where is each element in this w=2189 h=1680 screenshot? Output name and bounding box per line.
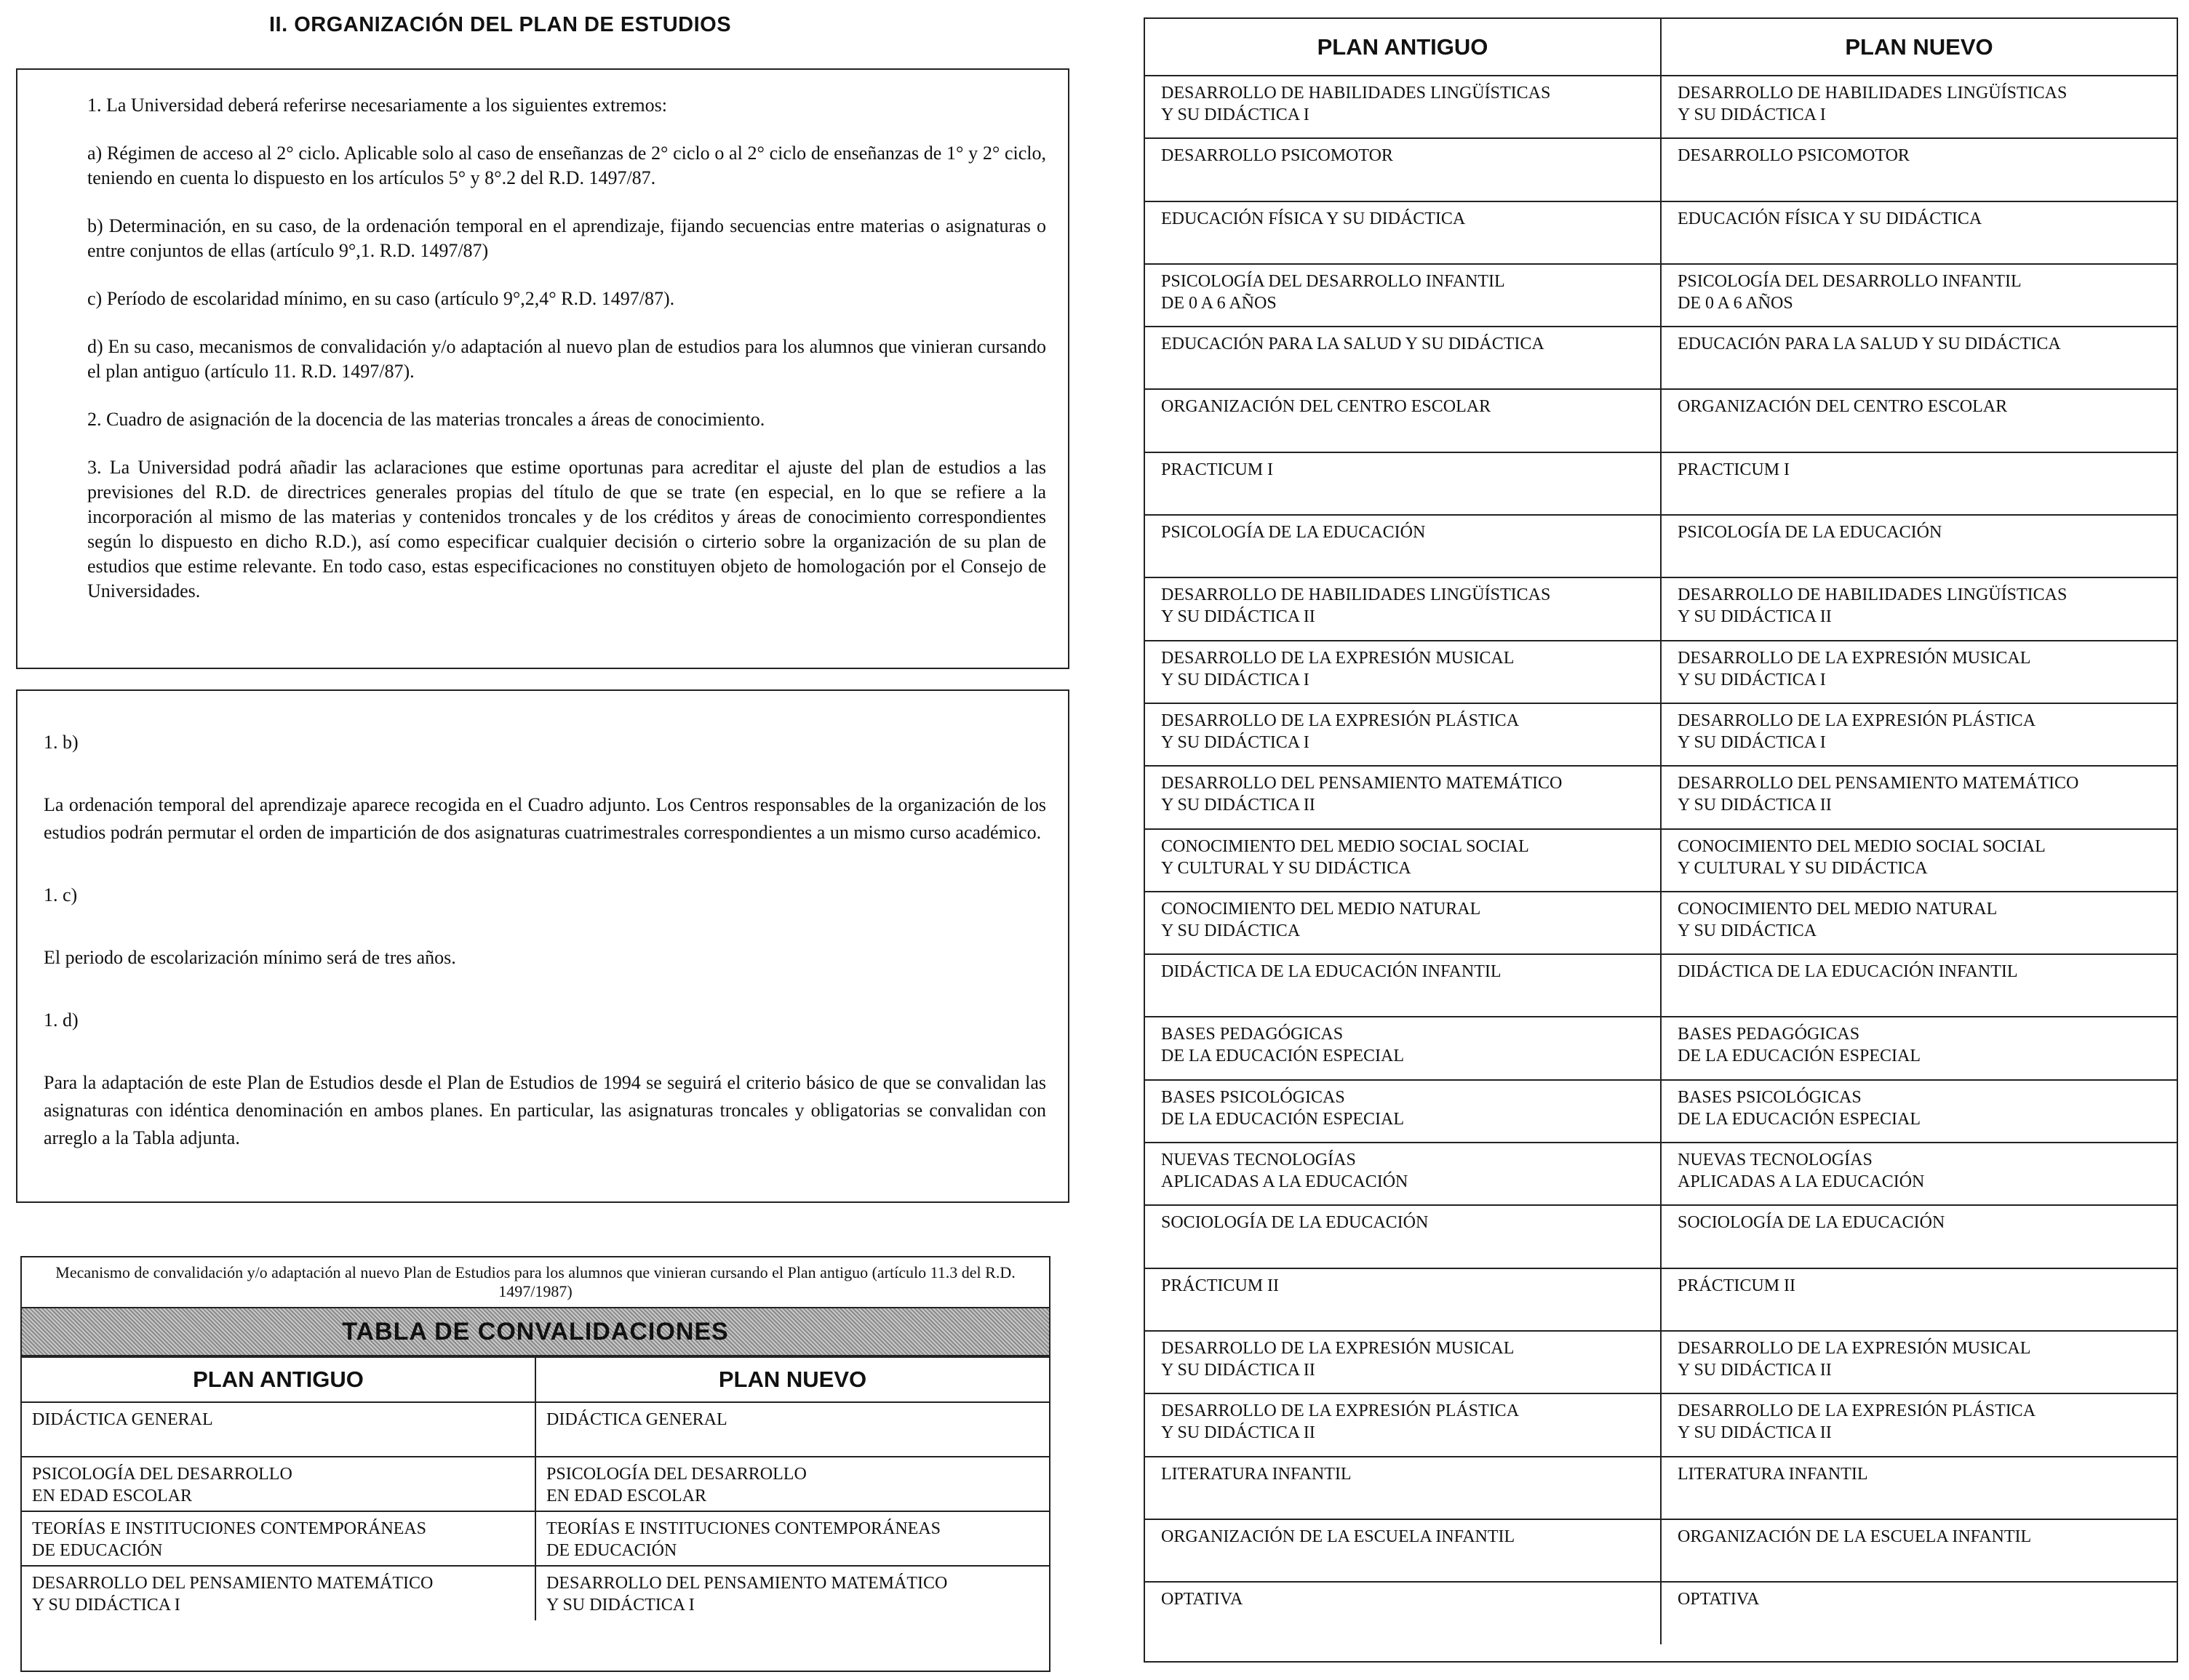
- table-row: [1145, 954, 2177, 1017]
- column-header-new: PLAN NUEVO: [535, 1357, 1049, 1402]
- plan-nuevo-cell: PRÁCTICUM II: [1661, 1268, 2177, 1331]
- plan-antiguo-cell: DESARROLLO DE LA EXPRESIÓN MUSICAL Y SU DIDÁCTICA II: [1145, 1331, 1661, 1393]
- response-heading-c: 1. c): [44, 884, 78, 905]
- plan-antiguo-cell: DESARROLLO DEL PENSAMIENTO MATEMÁTICO Y SU DIDÁCTICA I: [22, 1566, 535, 1620]
- response-heading-b: 1. b): [44, 732, 79, 753]
- plan-nuevo-cell: BASES PSICOLÓGICAS DE LA EDUCACIÓN ESPECIAL: [1661, 1080, 2177, 1143]
- plan-antiguo-cell: SOCIOLOGÍA DE LA EDUCACIÓN: [1145, 1205, 1661, 1268]
- table-row: [22, 1511, 1049, 1566]
- plan-nuevo-cell: DESARROLLO DEL PENSAMIENTO MATEMÁTICO Y SU DIDÁCTICA I: [535, 1566, 1049, 1620]
- plan-nuevo-cell: DESARROLLO DE LA EXPRESIÓN PLÁSTICA Y SU DIDÁCTICA I: [1661, 703, 2177, 766]
- plan-antiguo-cell: PRACTICUM I: [1145, 452, 1661, 515]
- response-heading-d: 1. d): [44, 1009, 79, 1031]
- table-row: [1145, 1080, 2177, 1143]
- plan-nuevo-cell: LITERATURA INFANTIL: [1661, 1457, 2177, 1519]
- column-header-old: PLAN ANTIGUO: [22, 1357, 535, 1402]
- plan-antiguo-cell: PRÁCTICUM II: [1145, 1268, 1661, 1331]
- table-row: [1145, 1017, 2177, 1079]
- instruction-d: d) En su caso, mecanismos de convalidación y/o adaptación al nuevo plan de estudios para los alumnos que vinieran cursando el plan antiguo (artículo 11. R.D. 1497/87).: [87, 336, 1046, 382]
- table-row: [1145, 264, 2177, 327]
- instructions-intro: 1. La Universidad deberá referirse necesariamente a los siguientes extremos:: [87, 95, 667, 116]
- plan-antiguo-cell: TEORÍAS E INSTITUCIONES CONTEMPORÁNEAS DE EDUCACIÓN: [22, 1511, 535, 1566]
- table-row: [1145, 201, 2177, 264]
- plan-nuevo-cell: CONOCIMIENTO DEL MEDIO SOCIAL SOCIAL Y CULTURAL Y SU DIDÁCTICA: [1661, 829, 2177, 892]
- table-row: [1145, 1331, 2177, 1393]
- plan-antiguo-cell: DESARROLLO DE HABILIDADES LINGÜÍSTICAS Y SU DIDÁCTICA I: [1145, 76, 1661, 138]
- plan-nuevo-cell: PRACTICUM I: [1661, 452, 2177, 515]
- plan-nuevo-cell: BASES PEDAGÓGICAS DE LA EDUCACIÓN ESPECIAL: [1661, 1017, 2177, 1079]
- table-row: [1145, 829, 2177, 892]
- plan-antiguo-cell: DESARROLLO DEL PENSAMIENTO MATEMÁTICO Y SU DIDÁCTICA II: [1145, 766, 1661, 828]
- plan-nuevo-cell: DESARROLLO DE LA EXPRESIÓN MUSICAL Y SU DIDÁCTICA II: [1661, 1331, 2177, 1393]
- plan-antiguo-cell: BASES PSICOLÓGICAS DE LA EDUCACIÓN ESPECIAL: [1145, 1080, 1661, 1143]
- table-row: [1145, 1268, 2177, 1331]
- plan-antiguo-cell: DESARROLLO DE HABILIDADES LINGÜÍSTICAS Y SU DIDÁCTICA II: [1145, 577, 1661, 640]
- plan-antiguo-cell: PSICOLOGÍA DE LA EDUCACIÓN: [1145, 515, 1661, 577]
- instruction-2: 2. Cuadro de asignación de la docencia de las materias troncales a áreas de conocimiento.: [87, 409, 765, 430]
- table-row: [1145, 1205, 2177, 1268]
- plan-nuevo-cell: DESARROLLO PSICOMOTOR: [1661, 138, 2177, 201]
- instruction-c: c) Período de escolaridad mínimo, en su caso (artículo 9°,2,4° R.D. 1497/87).: [87, 288, 675, 309]
- table-row: [1145, 1519, 2177, 1582]
- page-title: II. ORGANIZACIÓN DEL PLAN DE ESTUDIOS: [269, 13, 732, 36]
- instruction-b: b) Determinación, en su caso, de la ordenación temporal en el aprendizaje, fijando secuencias entre materias o asignaturas o entre conjuntos de ellas (artículo 9°,1. R.D. 1497/87): [87, 215, 1046, 261]
- plan-nuevo-cell: PSICOLOGÍA DE LA EDUCACIÓN: [1661, 515, 2177, 577]
- table-row: [1145, 766, 2177, 828]
- instruction-a: a) Régimen de acceso al 2° ciclo. Aplicable solo al caso de enseñanzas de 2° ciclo o al 2° ciclo de enseñanzas de 1° y 2° ciclo, teniendo en cuenta lo dispuesto en los artículos 5° y 8°.2 del R.D. 1497/87.: [87, 143, 1046, 188]
- table-row: [1145, 892, 2177, 954]
- plan-nuevo-cell: PSICOLOGÍA DEL DESARROLLO EN EDAD ESCOLAR: [535, 1457, 1049, 1511]
- plan-antiguo-cell: OPTATIVA: [1145, 1582, 1661, 1644]
- table-row: [1145, 327, 2177, 389]
- plan-nuevo-cell: OPTATIVA: [1661, 1582, 2177, 1644]
- table-banner: [22, 1307, 1049, 1356]
- convalidation-table-continued: [1144, 17, 2178, 1663]
- instruction-3: 3. La Universidad podrá añadir las aclaraciones que estime oportunas para acreditar el ajuste del plan de estudios a las previsiones del R.D. de directrices generales propias del título de que se trate (en especial, en lo que se refiere a la incorporación al mismo de las materias y contenidos troncales y de los créditos y áreas de conocimiento correspondientes según lo dispuesto en dicho R.D.), así como especificar cualquier decisión o cirterio sobre la organización de su plan de estudios que estime relevante. En todo caso, estas especificaciones no constituyen objeto de homologación por el Consejo de Universidades.: [87, 457, 1046, 601]
- table-row: [22, 1457, 1049, 1511]
- convalidation-table-box: [20, 1256, 1050, 1672]
- plan-nuevo-cell: CONOCIMIENTO DEL MEDIO NATURAL Y SU DIDÁCTICA: [1661, 892, 2177, 954]
- plan-antiguo-cell: PSICOLOGÍA DEL DESARROLLO INFANTIL DE 0 A 6 AÑOS: [1145, 264, 1661, 327]
- plan-antiguo-cell: ORGANIZACIÓN DEL CENTRO ESCOLAR: [1145, 389, 1661, 452]
- response-text-c: El periodo de escolarización mínimo será de tres años.: [44, 947, 456, 968]
- plan-nuevo-cell: DESARROLLO DE HABILIDADES LINGÜÍSTICAS Y SU DIDÁCTICA I: [1661, 76, 2177, 138]
- plan-nuevo-cell: TEORÍAS E INSTITUCIONES CONTEMPORÁNEAS DE EDUCACIÓN: [535, 1511, 1049, 1566]
- plan-nuevo-cell: EDUCACIÓN PARA LA SALUD Y SU DIDÁCTICA: [1661, 327, 2177, 389]
- plan-nuevo-cell: SOCIOLOGÍA DE LA EDUCACIÓN: [1661, 1205, 2177, 1268]
- response-text-d: Para la adaptación de este Plan de Estudios desde el Plan de Estudios de 1994 se seguirá el criterio básico de que se convalidan las asignaturas con idéntica denominación en ambos planes. En particular, las asignaturas troncales y obligatorias se convalidan con arreglo a la Tabla adjunta.: [44, 1072, 1046, 1148]
- responses-box: [16, 689, 1069, 1203]
- plan-antiguo-cell: EDUCACIÓN FÍSICA Y SU DIDÁCTICA: [1145, 201, 1661, 264]
- table-banner-title: TABLA DE CONVALIDACIONES: [342, 1317, 729, 1345]
- plan-antiguo-cell: PSICOLOGÍA DEL DESARROLLO EN EDAD ESCOLAR: [22, 1457, 535, 1511]
- plan-nuevo-cell: ORGANIZACIÓN DEL CENTRO ESCOLAR: [1661, 389, 2177, 452]
- table-row: [1145, 389, 2177, 452]
- plan-antiguo-cell: DESARROLLO DE LA EXPRESIÓN PLÁSTICA Y SU DIDÁCTICA II: [1145, 1393, 1661, 1456]
- plan-antiguo-cell: CONOCIMIENTO DEL MEDIO NATURAL Y SU DIDÁCTICA: [1145, 892, 1661, 954]
- plan-antiguo-cell: DESARROLLO DE LA EXPRESIÓN MUSICAL Y SU DIDÁCTICA I: [1145, 641, 1661, 703]
- table-row: [1145, 703, 2177, 766]
- column-header-old: PLAN ANTIGUO: [1145, 19, 1661, 76]
- table-row: [22, 1402, 1049, 1457]
- table-row: [1145, 577, 2177, 640]
- plan-nuevo-cell: ORGANIZACIÓN DE LA ESCUELA INFANTIL: [1661, 1519, 2177, 1582]
- table-row: [1145, 452, 2177, 515]
- plan-antiguo-cell: LITERATURA INFANTIL: [1145, 1457, 1661, 1519]
- plan-nuevo-cell: NUEVAS TECNOLOGÍAS APLICADAS A LA EDUCACIÓN: [1661, 1143, 2177, 1205]
- table-row: [1145, 1457, 2177, 1519]
- plan-antiguo-cell: CONOCIMIENTO DEL MEDIO SOCIAL SOCIAL Y CULTURAL Y SU DIDÁCTICA: [1145, 829, 1661, 892]
- plan-antiguo-cell: NUEVAS TECNOLOGÍAS APLICADAS A LA EDUCACIÓN: [1145, 1143, 1661, 1205]
- plan-nuevo-cell: DESARROLLO DE LA EXPRESIÓN MUSICAL Y SU DIDÁCTICA I: [1661, 641, 2177, 703]
- plan-antiguo-cell: DESARROLLO PSICOMOTOR: [1145, 138, 1661, 201]
- table-caption: Mecanismo de convalidación y/o adaptación al nuevo Plan de Estudios para los alumnos que vinieran cursando el Plan antiguo (artículo 11.3 del R.D. 1497/1987): [55, 1263, 1016, 1300]
- table-row: [1145, 515, 2177, 577]
- column-header-new: PLAN NUEVO: [1661, 19, 2177, 76]
- plan-nuevo-cell: DIDÁCTICA DE LA EDUCACIÓN INFANTIL: [1661, 954, 2177, 1017]
- plan-nuevo-cell: DIDÁCTICA GENERAL: [535, 1402, 1049, 1457]
- table-row: [1145, 76, 2177, 138]
- table-row: [1145, 1582, 2177, 1644]
- table-row: [1145, 138, 2177, 201]
- plan-antiguo-cell: ORGANIZACIÓN DE LA ESCUELA INFANTIL: [1145, 1519, 1661, 1582]
- plan-antiguo-cell: BASES PEDAGÓGICAS DE LA EDUCACIÓN ESPECIAL: [1145, 1017, 1661, 1079]
- plan-nuevo-cell: DESARROLLO DE HABILIDADES LINGÜÍSTICAS Y SU DIDÁCTICA II: [1661, 577, 2177, 640]
- table-row: [1145, 1393, 2177, 1456]
- plan-nuevo-cell: EDUCACIÓN FÍSICA Y SU DIDÁCTICA: [1661, 201, 2177, 264]
- plan-antiguo-cell: DESARROLLO DE LA EXPRESIÓN PLÁSTICA Y SU DIDÁCTICA I: [1145, 703, 1661, 766]
- plan-antiguo-cell: DIDÁCTICA DE LA EDUCACIÓN INFANTIL: [1145, 954, 1661, 1017]
- response-text-b: La ordenación temporal del aprendizaje aparece recogida en el Cuadro adjunto. Los Centros responsables de la organización de los estudios podrán permutar el orden de impartición de dos asignaturas cuatrimestrales correspondientes a un mismo curso académico.: [44, 794, 1046, 843]
- table-row: [22, 1566, 1049, 1620]
- plan-nuevo-cell: DESARROLLO DE LA EXPRESIÓN PLÁSTICA Y SU DIDÁCTICA II: [1661, 1393, 2177, 1456]
- table-row: [1145, 641, 2177, 703]
- convalidation-table-right: [1145, 19, 2177, 1644]
- instructions-box: [16, 68, 1069, 669]
- plan-antiguo-cell: DIDÁCTICA GENERAL: [22, 1402, 535, 1457]
- plan-nuevo-cell: DESARROLLO DEL PENSAMIENTO MATEMÁTICO Y SU DIDÁCTICA II: [1661, 766, 2177, 828]
- convalidation-table-left: [22, 1356, 1049, 1620]
- plan-nuevo-cell: PSICOLOGÍA DEL DESARROLLO INFANTIL DE 0 A 6 AÑOS: [1661, 264, 2177, 327]
- table-row: [1145, 1143, 2177, 1205]
- plan-antiguo-cell: EDUCACIÓN PARA LA SALUD Y SU DIDÁCTICA: [1145, 327, 1661, 389]
